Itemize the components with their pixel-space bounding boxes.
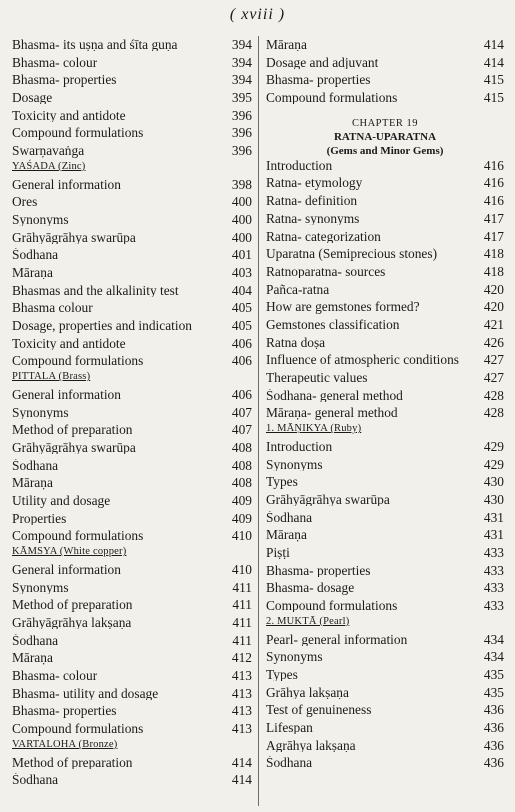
toc-entry bbox=[12, 687, 252, 705]
toc-entry-title: Toxicity and antidote bbox=[12, 108, 126, 123]
toc-entry-page: 433 bbox=[483, 598, 504, 614]
toc-entry-page: 429 bbox=[483, 456, 504, 472]
toc-entry-page: 430 bbox=[483, 474, 504, 490]
toc-entry bbox=[12, 248, 252, 266]
toc-entry bbox=[12, 529, 252, 547]
toc-entry-title: Influence of atmospheric conditions bbox=[266, 353, 459, 367]
toc-section-heading: PITTALA (Brass) bbox=[12, 371, 91, 383]
toc-entry-page: 406 bbox=[231, 353, 252, 369]
toc-entry-title: Utility and dosage bbox=[12, 494, 111, 508]
chapter-subtitle: (Gems and Minor Gems) bbox=[326, 145, 444, 158]
toc-entry-page: 415 bbox=[483, 90, 504, 106]
toc-entry bbox=[266, 176, 504, 194]
toc-section-heading: KĀMSYA (White copper) bbox=[12, 546, 127, 558]
toc-entry-page: 427 bbox=[483, 370, 504, 385]
toc-entry-page: 436 bbox=[483, 719, 504, 735]
toc-entry bbox=[266, 686, 504, 704]
toc-entry bbox=[266, 212, 504, 230]
toc-entry bbox=[266, 353, 504, 371]
toc-entry-title: Swarṇavaṅga bbox=[12, 144, 85, 158]
toc-entry-title: Method of preparation bbox=[12, 423, 133, 437]
toc-entry bbox=[266, 633, 504, 651]
toc-entry-page: 415 bbox=[483, 72, 504, 88]
toc-entry-page: 435 bbox=[483, 684, 504, 700]
toc-entry bbox=[12, 109, 252, 127]
toc-entry bbox=[266, 56, 504, 74]
toc-entry-page: 398 bbox=[231, 176, 252, 192]
toc-entry bbox=[266, 91, 504, 109]
toc-entry-title: Synonyms bbox=[12, 212, 69, 227]
toc-entry bbox=[12, 178, 252, 196]
toc-entry-title: Bhasmas and the alkalinity test bbox=[12, 283, 179, 298]
toc-entry-page: 427 bbox=[483, 352, 504, 368]
toc-entry-title: Grāhya lakṣaṇa bbox=[266, 685, 349, 699]
toc-entry-page: 436 bbox=[483, 702, 504, 718]
page-number: ( xviii ) bbox=[229, 6, 286, 23]
toc-entry-title: Bhasma- properties bbox=[266, 563, 371, 578]
toc-entry-title: Ores bbox=[12, 195, 38, 209]
toc-entry-page: 421 bbox=[483, 316, 504, 332]
toc-entry bbox=[266, 739, 504, 757]
toc-entry bbox=[12, 406, 252, 424]
toc-entry bbox=[266, 300, 504, 318]
toc-entry-title: Śodhana bbox=[266, 510, 313, 525]
toc-entry bbox=[266, 247, 504, 265]
toc-entry-page: 408 bbox=[231, 440, 252, 456]
toc-entry-page: 414 bbox=[483, 54, 504, 70]
toc-entry bbox=[12, 354, 252, 372]
toc-entry-title: Bhasma- properties bbox=[12, 73, 117, 87]
toc-entry-page: 414 bbox=[483, 37, 504, 52]
toc-entry-page: 436 bbox=[483, 737, 504, 753]
toc-entry-title: Māraṇa- general method bbox=[266, 406, 398, 420]
toc-entry-page: 406 bbox=[231, 386, 252, 402]
toc-entry-page: 418 bbox=[483, 246, 504, 262]
toc-entry-page: 435 bbox=[483, 666, 504, 682]
toc-entry bbox=[266, 475, 504, 493]
toc-entry bbox=[12, 231, 252, 249]
toc-entry bbox=[266, 159, 504, 177]
toc-entry-page: 417 bbox=[483, 228, 504, 244]
toc-entry bbox=[12, 126, 252, 144]
toc-entry-title: Māraṇa bbox=[266, 38, 307, 52]
toc-entry bbox=[266, 336, 504, 354]
toc-entry bbox=[12, 284, 252, 302]
toc-entry-page: 409 bbox=[231, 493, 252, 509]
toc-entry-title: Bhasma- its uṣṇa and śīta guṇa bbox=[12, 38, 178, 52]
toc-entry bbox=[12, 266, 252, 284]
toc-entry-page: 430 bbox=[483, 491, 504, 507]
toc-entry bbox=[12, 56, 252, 74]
toc-entry-page: 416 bbox=[483, 157, 504, 173]
toc-entry-page: 403 bbox=[231, 265, 252, 281]
toc-entry-page: 396 bbox=[231, 125, 252, 141]
toc-entry-page: 418 bbox=[483, 263, 504, 279]
toc-entry bbox=[12, 722, 252, 740]
toc-entry-page: 434 bbox=[483, 631, 504, 647]
toc-entry-page: 431 bbox=[483, 527, 504, 543]
toc-entry-title: General information bbox=[12, 562, 121, 577]
toc-entry-page: 396 bbox=[231, 143, 252, 159]
chapter-heading bbox=[266, 109, 504, 159]
toc-entry-page: 409 bbox=[231, 510, 252, 526]
toc-entry-title: Toxicity and antidote bbox=[12, 336, 126, 351]
toc-entry-page: 433 bbox=[483, 544, 504, 560]
toc-entry-title: Compound formulations bbox=[12, 722, 144, 736]
toc-entry bbox=[12, 512, 252, 530]
toc-entry bbox=[12, 144, 252, 162]
toc-entry-title: Types bbox=[266, 475, 298, 489]
toc-entry-page: 411 bbox=[232, 579, 252, 595]
toc-entry-page: 394 bbox=[231, 37, 252, 52]
toc-entry-title: Lifespan bbox=[266, 720, 313, 735]
toc-entry bbox=[12, 441, 252, 459]
toc-entry-title: Ratna- synonyms bbox=[266, 211, 360, 226]
toc-entry-title: Compound formulations bbox=[266, 91, 398, 105]
toc-entry-page: 416 bbox=[483, 175, 504, 191]
toc-entry-title: Method of preparation bbox=[12, 598, 133, 612]
toc-entry-title: Method of preparation bbox=[12, 755, 133, 770]
toc-entry bbox=[266, 194, 504, 212]
toc-entry bbox=[12, 494, 252, 512]
toc-entry bbox=[266, 458, 504, 476]
toc-entry-page: 396 bbox=[231, 107, 252, 123]
toc-entry-title: Agrāhya lakṣaṇa bbox=[266, 738, 356, 753]
toc-entry-title: Ratna doṣa bbox=[266, 335, 326, 350]
toc-entry bbox=[266, 265, 504, 283]
toc-entry bbox=[266, 230, 504, 248]
toc-entry-title: Types bbox=[266, 667, 298, 682]
toc-entry-title: Śodhana bbox=[12, 458, 59, 473]
toc-entry bbox=[266, 668, 504, 686]
toc-entry-page: 417 bbox=[483, 210, 504, 226]
toc-entry bbox=[12, 319, 252, 337]
toc-entry-page: 408 bbox=[231, 457, 252, 473]
toc-entry-title: Grāhyāgrāhya swarūpa bbox=[12, 441, 136, 455]
toc-entry-title: Grāhyāgrāhya swarūpa bbox=[12, 230, 136, 245]
toc-entry-page: 413 bbox=[231, 721, 252, 737]
column-divider bbox=[258, 36, 259, 806]
toc-entry-title: Gemstones classification bbox=[266, 317, 400, 332]
toc-entry bbox=[12, 756, 252, 774]
toc-entry-page: 433 bbox=[483, 562, 504, 578]
toc-entry bbox=[12, 773, 252, 791]
toc-entry bbox=[266, 703, 504, 721]
toc-entry-title: Śodhana bbox=[12, 248, 59, 262]
toc-entry-page: 410 bbox=[231, 528, 252, 544]
toc-entry bbox=[12, 38, 252, 56]
toc-right-column bbox=[266, 38, 504, 774]
toc-entry-page: 406 bbox=[231, 335, 252, 351]
toc-entry-page: 400 bbox=[231, 211, 252, 227]
toc-entry-title: Bhasma- utility and dosage bbox=[12, 686, 159, 701]
toc-entry-title: Māraṇa bbox=[12, 476, 53, 490]
toc-entry-page: 405 bbox=[231, 318, 252, 334]
toc-entry bbox=[266, 406, 504, 424]
toc-entry-title: Test of genuineness bbox=[266, 703, 372, 717]
toc-entry-page: 426 bbox=[483, 334, 504, 350]
toc-entry-title: How are gemstones formed? bbox=[266, 300, 420, 314]
toc-entry-title: Synonyms bbox=[266, 457, 323, 471]
toc-entry-title: Śodhana- general method bbox=[266, 388, 403, 403]
toc-entry-title: Bhasma- properties bbox=[12, 704, 117, 718]
toc-entry-page: 407 bbox=[231, 404, 252, 420]
toc-entry-page: 428 bbox=[483, 387, 504, 403]
toc-entry-title: Introduction bbox=[266, 439, 333, 454]
toc-entry-page: 436 bbox=[483, 755, 504, 771]
toc-entry-page: 416 bbox=[483, 193, 504, 209]
toc-entry-title: Pearl- general information bbox=[266, 632, 408, 646]
toc-section-heading: 1. MĀṆIKYA (Ruby) bbox=[266, 423, 362, 435]
toc-entry-page: 394 bbox=[231, 72, 252, 88]
toc-entry bbox=[266, 511, 504, 529]
toc-entry-title: Śodhana bbox=[12, 773, 59, 787]
toc-entry-page: 420 bbox=[483, 299, 504, 315]
toc-entry-title: Introduction bbox=[266, 158, 333, 173]
toc-entry-title: Bhasma colour bbox=[12, 301, 93, 315]
toc-entry-title: Māraṇa bbox=[12, 651, 53, 665]
toc-entry bbox=[266, 564, 504, 582]
toc-entry-page: 413 bbox=[231, 703, 252, 719]
toc-entry bbox=[266, 756, 504, 774]
toc-entry bbox=[12, 598, 252, 616]
toc-entry-title: Compound formulations bbox=[12, 529, 144, 543]
toc-entry-page: 428 bbox=[483, 405, 504, 421]
toc-entry-page: 411 bbox=[232, 597, 252, 613]
toc-entry-title: Dosage bbox=[12, 91, 53, 105]
toc-entry bbox=[266, 493, 504, 511]
toc-entry-title: Bhasma- properties bbox=[266, 73, 371, 87]
toc-entry-title: Grāhyāgrāhya lakṣaṇa bbox=[12, 616, 132, 630]
toc-entry bbox=[12, 423, 252, 441]
toc-entry-title: Compound formulations bbox=[12, 354, 144, 368]
toc-entry-title: General information bbox=[12, 177, 121, 192]
toc-entry-title: Compound formulations bbox=[266, 599, 398, 613]
toc-entry-title: Ratna- categorization bbox=[266, 229, 381, 243]
toc-entry-title: Māraṇa bbox=[266, 528, 307, 542]
toc-entry bbox=[12, 195, 252, 213]
toc-entry-page: 413 bbox=[231, 668, 252, 684]
toc-entry-page: 412 bbox=[231, 650, 252, 666]
toc-entry bbox=[12, 581, 252, 599]
toc-entry-title: Uparatna (Semiprecious stones) bbox=[266, 247, 438, 261]
toc-entry-title: Bhasma- dosage bbox=[266, 581, 355, 595]
toc-entry-page: 405 bbox=[231, 300, 252, 316]
toc-entry bbox=[266, 440, 504, 458]
toc-entry-page: 401 bbox=[231, 247, 252, 263]
toc-entry bbox=[12, 91, 252, 109]
toc-entry-title: Dosage, properties and indication bbox=[12, 319, 192, 333]
toc-entry bbox=[12, 301, 252, 319]
toc-entry-title: Piṣṭi bbox=[266, 545, 290, 560]
toc-entry-page: 408 bbox=[231, 475, 252, 491]
toc-entry-title: Śodhana bbox=[266, 756, 313, 770]
toc-entry-title: Synonyms bbox=[12, 405, 69, 420]
toc-entry bbox=[12, 669, 252, 687]
toc-entry-title: Bhasma- colour bbox=[12, 669, 98, 683]
toc-entry-title: Bhasma- colour bbox=[12, 55, 98, 70]
toc-entry bbox=[12, 388, 252, 406]
toc-section-heading: 2. MUKTĀ (Pearl) bbox=[266, 615, 350, 627]
toc-entry bbox=[12, 476, 252, 494]
toc-entry bbox=[12, 634, 252, 652]
toc-entry bbox=[266, 389, 504, 407]
chapter-title: RATNA-UPARATNA bbox=[333, 131, 437, 144]
toc-entry-page: 411 bbox=[232, 632, 252, 648]
toc-entry bbox=[266, 38, 504, 56]
toc-entry-title: Synonyms bbox=[266, 650, 323, 664]
toc-entry bbox=[12, 459, 252, 477]
toc-entry-title: Grāhyāgrāhya swarūpa bbox=[266, 492, 390, 507]
toc-section-heading: YAŚADA (Zinc) bbox=[12, 160, 86, 172]
toc-entry bbox=[12, 73, 252, 91]
toc-entry-title: Ratna- etymology bbox=[266, 176, 363, 190]
toc-entry-page: 413 bbox=[231, 685, 252, 701]
toc-entry-page: 414 bbox=[231, 772, 252, 788]
toc-entry-page: 433 bbox=[483, 580, 504, 596]
toc-entry-page: 407 bbox=[231, 422, 252, 438]
toc-entry-title: Ratnoparatna- sources bbox=[266, 264, 386, 279]
toc-entry-page: 434 bbox=[483, 649, 504, 665]
toc-entry-title: General information bbox=[12, 387, 121, 402]
toc-entry-title: Therapeutic values bbox=[266, 371, 368, 385]
toc-entry bbox=[12, 616, 252, 634]
toc-entry-page: 414 bbox=[231, 754, 252, 770]
toc-entry bbox=[12, 213, 252, 231]
toc-section-heading: VARTALOHA (Bronze) bbox=[12, 738, 118, 750]
toc-entry-page: 411 bbox=[232, 615, 252, 631]
toc-entry-page: 431 bbox=[483, 509, 504, 525]
toc-entry-title: Compound formulations bbox=[12, 126, 144, 140]
toc-entry bbox=[12, 651, 252, 669]
toc-entry bbox=[266, 528, 504, 546]
toc-left-column bbox=[12, 38, 252, 791]
toc-entry bbox=[266, 371, 504, 389]
toc-entry-title: Dosage and adjuvant bbox=[266, 55, 379, 70]
toc-entry bbox=[266, 318, 504, 336]
toc-entry bbox=[266, 581, 504, 599]
toc-entry-page: 410 bbox=[231, 561, 252, 577]
toc-entry-title: Pañca-ratna bbox=[266, 282, 330, 296]
toc-entry-page: 400 bbox=[231, 194, 252, 210]
toc-entry bbox=[266, 546, 504, 564]
toc-entry bbox=[266, 283, 504, 301]
toc-entry-page: 420 bbox=[483, 281, 504, 297]
toc-entry-page: 400 bbox=[231, 229, 252, 245]
toc-entry-title: Ratna- definition bbox=[266, 194, 358, 208]
toc-entry bbox=[266, 599, 504, 617]
toc-entry-page: 429 bbox=[483, 438, 504, 454]
toc-entry bbox=[266, 650, 504, 668]
toc-entry bbox=[12, 337, 252, 355]
toc-entry bbox=[266, 721, 504, 739]
toc-entry-page: 395 bbox=[231, 90, 252, 106]
toc-entry-title: Properties bbox=[12, 511, 67, 526]
toc-entry bbox=[12, 704, 252, 722]
toc-entry-title: Māraṇa bbox=[12, 266, 53, 280]
toc-entry bbox=[266, 73, 504, 91]
chapter-number: CHAPTER 19 bbox=[352, 117, 418, 129]
toc-entry-title: Śodhana bbox=[12, 633, 59, 648]
toc-entry bbox=[12, 563, 252, 581]
toc-entry-page: 404 bbox=[231, 282, 252, 298]
toc-entry-title: Synonyms bbox=[12, 580, 69, 595]
toc-entry-page: 394 bbox=[231, 54, 252, 70]
